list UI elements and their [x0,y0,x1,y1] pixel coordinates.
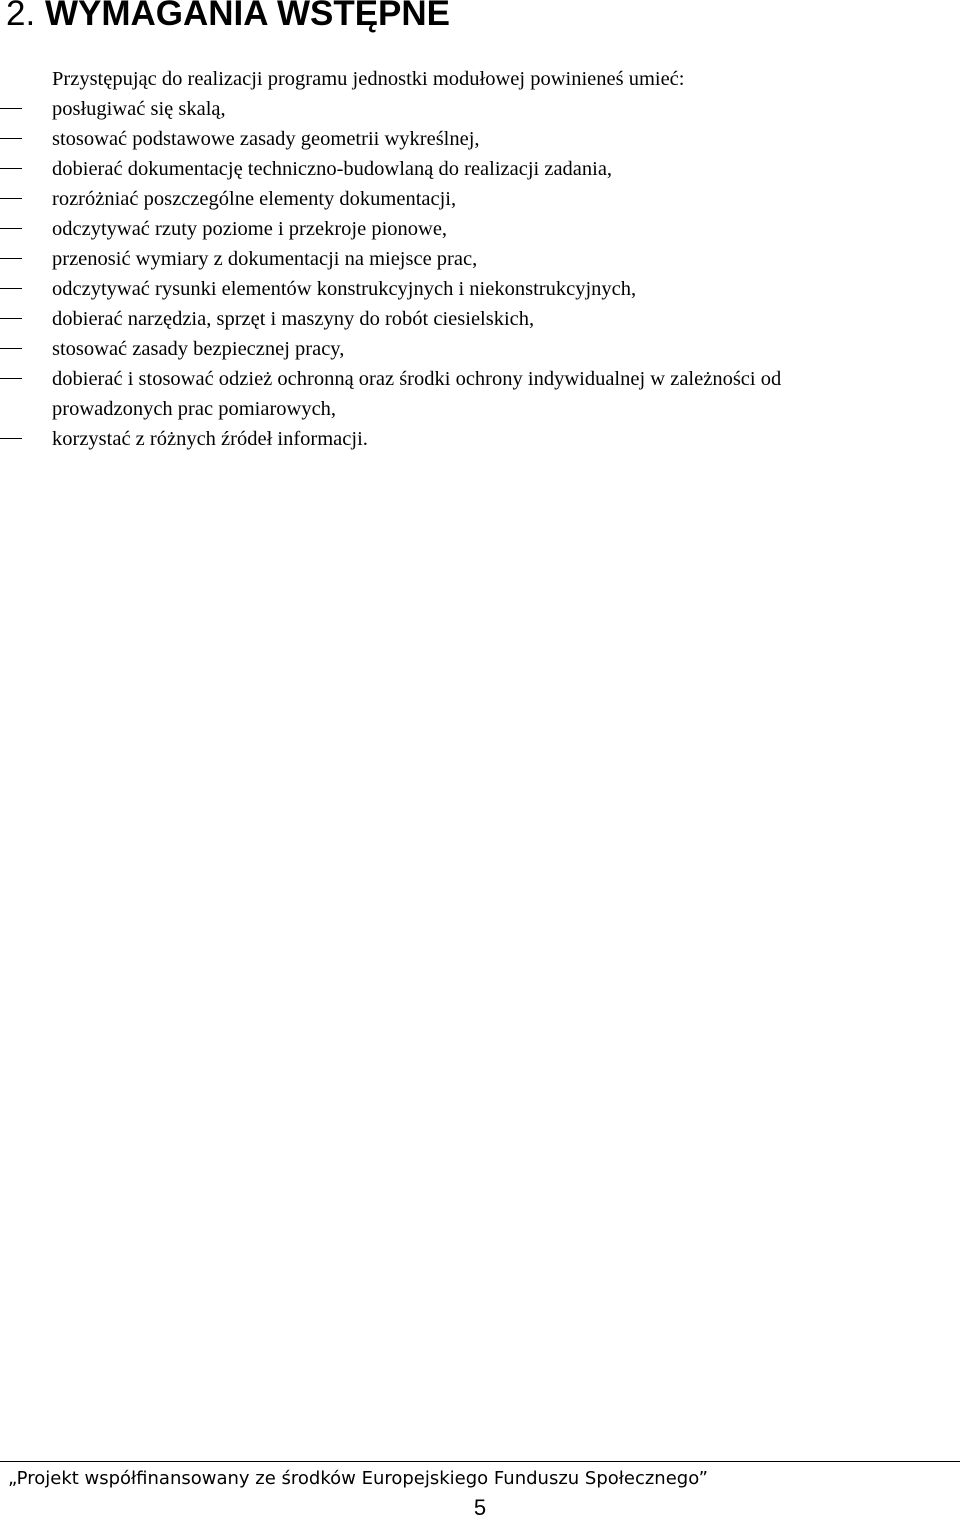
list-item-text: odczytywać rysunki elementów konstrukcyjnych i niekonstrukcyjnych, [52,278,637,300]
list-item [0,94,960,124]
dash-bullet [0,168,22,169]
dash-bullet [0,198,22,199]
list-item-text: prowadzonych prac pomiarowych, [52,398,337,420]
list-item-text: stosować zasady bezpiecznej pracy, [52,338,345,360]
list-item-text: odczytywać rzuty poziome i przekroje pionowe, [52,218,448,240]
list-item [0,274,960,304]
list-item [0,364,960,424]
list-item [0,304,960,334]
list-item [0,124,960,154]
dash-bullet [0,378,22,379]
dash-bullet [0,288,22,289]
dash-bullet [0,438,22,439]
dash-bullet [0,318,22,319]
list-item-text: stosować podstawowe zasady geometrii wykreślnej, [52,128,480,150]
section-heading [6,0,450,36]
list-item-text: przenosić wymiary z dokumentacji na miejsce prac, [52,248,478,270]
section-number: 2. [6,0,36,33]
requirements-list [0,94,960,454]
section-title: WYMAGANIA WSTĘPNE [44,0,451,33]
dash-bullet [0,138,22,139]
list-item-text: dobierać i stosować odzież ochronną oraz środki ochrony indywidualnej w zależności od [52,368,782,390]
dash-bullet [0,228,22,229]
intro-text: Przystępując do realizacji programu jednostki modułowej powinieneś umieć: [52,68,685,90]
list-item-text: korzystać z różnych źródeł informacji. [52,428,368,450]
list-item [0,184,960,214]
list-item [0,244,960,274]
dash-bullet [0,108,22,109]
list-item [0,214,960,244]
dash-bullet [0,258,22,259]
list-item [0,154,960,184]
list-item-text: dobierać narzędzia, sprzęt i maszyny do robót ciesielskich, [52,308,535,330]
dash-bullet [0,348,22,349]
list-item-text: posługiwać się skalą, [52,98,226,120]
list-item-text: rozróżniać poszczególne elementy dokumentacji, [52,188,457,210]
page-number: 5 [473,1495,487,1520]
footer-text: „Projekt współfinansowany ze środków Europejskiego Funduszu Społecznego” [8,1468,708,1489]
list-item-text: dobierać dokumentację techniczno-budowlaną do realizacji zadania, [52,158,613,180]
list-item [0,334,960,364]
list-item [0,424,960,454]
footer-divider [0,1461,960,1462]
